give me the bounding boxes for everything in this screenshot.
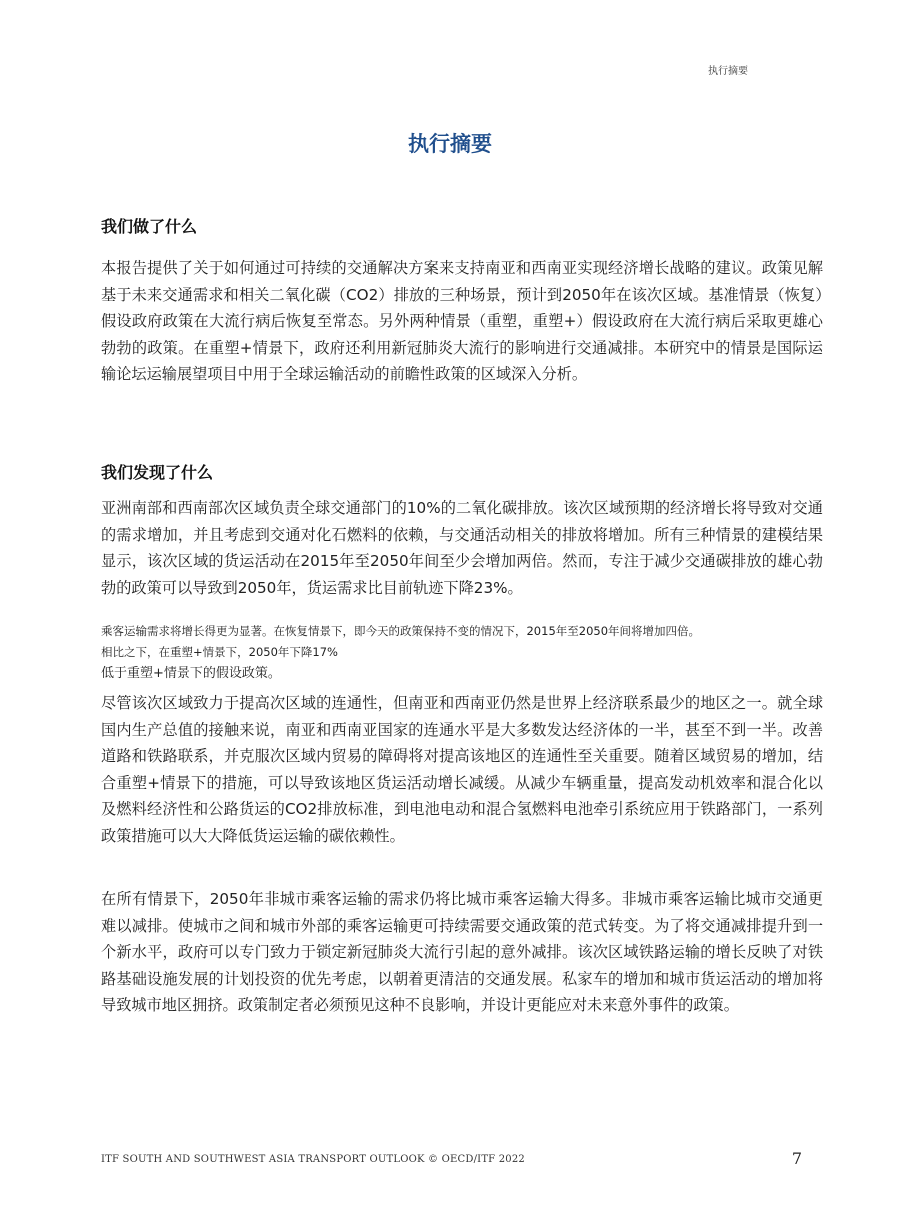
note-line: 低于重塑+情景下的假设政策。 xyxy=(101,666,281,681)
footer-publication: ITF SOUTH AND SOUTHWEST ASIA TRANSPORT OUTLOOK © OECD/ITF 2022 xyxy=(101,1154,525,1165)
paragraph-findings-2: 尽管该次区域致力于提高次区域的连通性，但南亚和西南亚仍然是世界上经济联系最少的地区之一。就全球国内生产总值的接触来说，南亚和西南亚国家的连通水平是大多数发达经济体的一半，甚至不到一半。改善道路和铁路联系，并克服次区域内贸易的障碍将对提高该地区的连通性至关重要。随着区域贸易的增加，结合重塑+情景下的措施，可以导致该地区货运活动增长减缓。从减少车辆重量，提高发动机效率和混合化以及燃料经济性和公路货运的CO2排放标准，到电池电动和混合氢燃料电池牵引系统应用于铁路部门，一系列政策措施可以大大降低货运运输的碳依赖性。 xyxy=(101,694,823,845)
passenger-demand-note xyxy=(101,621,823,684)
section-heading-what-we-found: 我们发现了什么 xyxy=(101,463,214,482)
note-line: 乘客运输需求将增长得更为显著。在恢复情景下，即今天的政策保持不变的情况下，2015年至2050年间将增加四倍。 xyxy=(101,624,701,638)
paragraph-what-we-did: 本报告提供了关于如何通过可持续的交通解决方案来支持南亚和西南亚实现经济增长战略的建议。政策见解基于未来交通需求和相关二氧化碳（CO2）排放的三种场景，预计到2050年在该次区域。基准情景（恢复）假设政府政策在大流行病后恢复至常态。另外两种情景（重塑，重塑+）假设政府在大流行病后采取更雄心勃勃的政策。在重塑+情景下，政府还利用新冠肺炎大流行的影响进行交通减排。本研究中的情景是国际运输论坛运输展望项目中用于全球运输活动的前瞻性政策的区域深入分析。 xyxy=(101,259,823,383)
page-title: 执行摘要 xyxy=(408,132,492,156)
paragraph-findings-3: 在所有情景下，2050年非城市乘客运输的需求仍将比城市乘客运输大得多。非城市乘客运输比城市交通更难以减排。使城市之间和城市外部的乘客运输更可持续需要交通政策的范式转变。为了将交通减排提升到一个新水平，政府可以专门致力于锁定新冠肺炎大流行引起的意外减排。该次区域铁路运输的增长反映了对铁路基础设施发展的计划投资的优先考虑，以朝着更清洁的交通发展。私家车的增加和城市货运活动的增加将导致城市地区拥挤。政策制定者必须预见这种不良影响，并设计更能应对未来意外事件的政策。 xyxy=(101,890,823,1014)
page-number: 7 xyxy=(791,1149,802,1168)
note-line: 相比之下，在重塑+情景下，2050年下降17% xyxy=(101,645,338,659)
paragraph-findings-1: 亚洲南部和西南部次区域负责全球交通部门的10%的二氧化碳排放。该次区域预期的经济增长将导致对交通的需求增加，并且考虑到交通对化石燃料的依赖，与交通活动相关的排放将增加。所有三种情景的建模结果显示，该次区域的货运活动在2015年至2050年间至少会增加两倍。然而，专注于减少交通碳排放的雄心勃勃的政策可以导致到2050年，货运需求比目前轨迹下降23%。 xyxy=(101,499,823,597)
section-heading-what-we-did: 我们做了什么 xyxy=(101,217,198,236)
running-header: 执行摘要 xyxy=(708,66,748,77)
